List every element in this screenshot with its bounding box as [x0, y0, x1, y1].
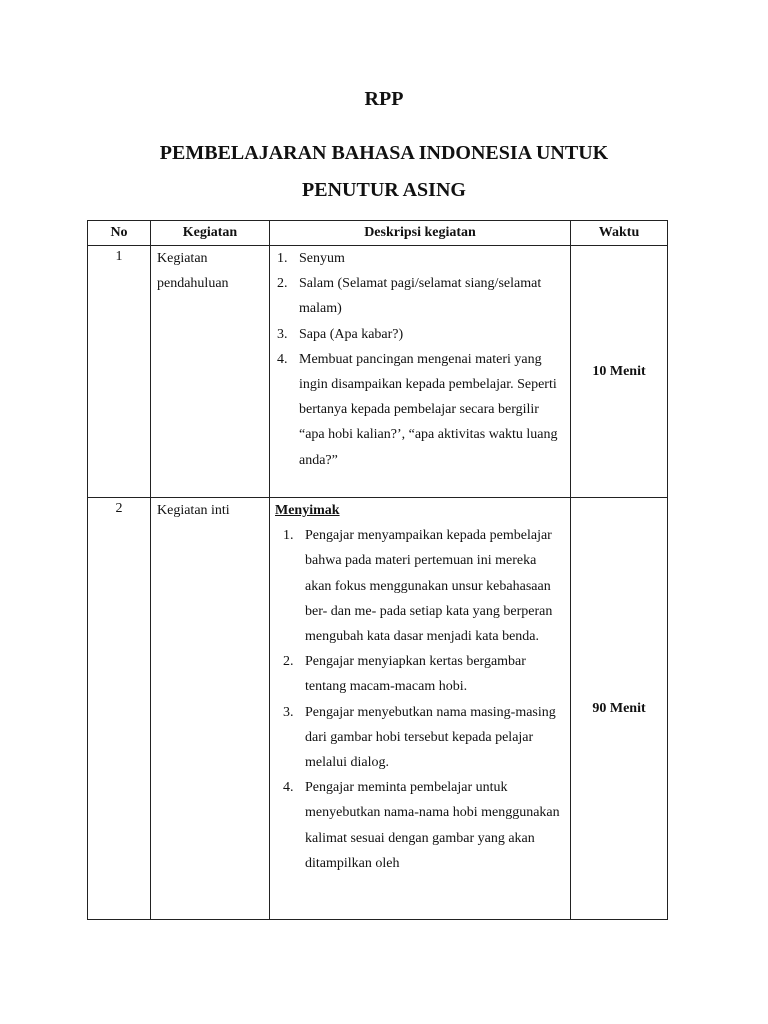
list-item: 3. Sapa (Apa kabar?)	[277, 326, 404, 342]
description-list	[275, 246, 566, 473]
row-description	[270, 246, 571, 498]
document-subtitle	[0, 135, 768, 209]
row-description	[270, 498, 571, 920]
list-item: 2. Salam (Selamat pagi/selamat siang/selamat malam)	[277, 276, 542, 317]
row-duration: 10 Menit	[571, 246, 668, 498]
header-deskripsi: Deskripsi kegiatan	[270, 221, 571, 246]
list-item: 3. Pengajar menyebutkan nama masing-masing dari gambar hobi tersebut kepada pelajar melalui dialog.	[283, 704, 556, 771]
table-header-row	[88, 221, 668, 246]
description-list	[275, 523, 566, 876]
row-duration: 90 Menit	[571, 498, 668, 920]
document-title: RPP	[364, 88, 404, 110]
row-activity: Kegiatan pendahuluan	[151, 246, 270, 498]
row-number: 2	[88, 498, 151, 920]
list-item: 1. Senyum	[277, 251, 345, 266]
row-number: 1	[88, 246, 151, 498]
table-row	[88, 498, 668, 920]
list-item: 1. Pengajar menyampaikan kepada pembelajar bahwa pada materi pertemuan ini mereka akan fokus menggunakan unsur kebahasaan ber- dan me- pada setiap kata yang berperan mengubah kata dasar menjadi kata benda.	[283, 528, 553, 645]
list-item: 2. Pengajar menyiapkan kertas bergambar tentang macam-macam hobi.	[283, 654, 526, 695]
header-waktu: Waktu	[571, 221, 668, 246]
table-row	[88, 246, 668, 498]
header-no: No	[88, 221, 151, 246]
subtitle-line-2: PENUTUR ASING	[302, 179, 466, 201]
activity-table	[87, 220, 668, 920]
row-activity: Kegiatan inti	[151, 498, 270, 920]
list-item: 4. Membuat pancingan mengenai materi yang ingin disampaikan kepada pembelajar. Seperti bertanya kepada pembelajar secara bergilir “apa hobi kalian?’, “apa aktivitas waktu luang anda?”	[277, 351, 558, 468]
list-item: 4. Pengajar meminta pembelajar untuk menyebutkan nama-nama hobi menggunakan kalimat sesuai dengan gambar yang akan ditampilkan oleh	[283, 780, 560, 871]
header-kegiatan: Kegiatan	[151, 221, 270, 246]
subtitle-line-1: PEMBELAJARAN BAHASA INDONESIA UNTUK	[159, 142, 609, 164]
section-heading: Menyimak	[275, 503, 340, 518]
